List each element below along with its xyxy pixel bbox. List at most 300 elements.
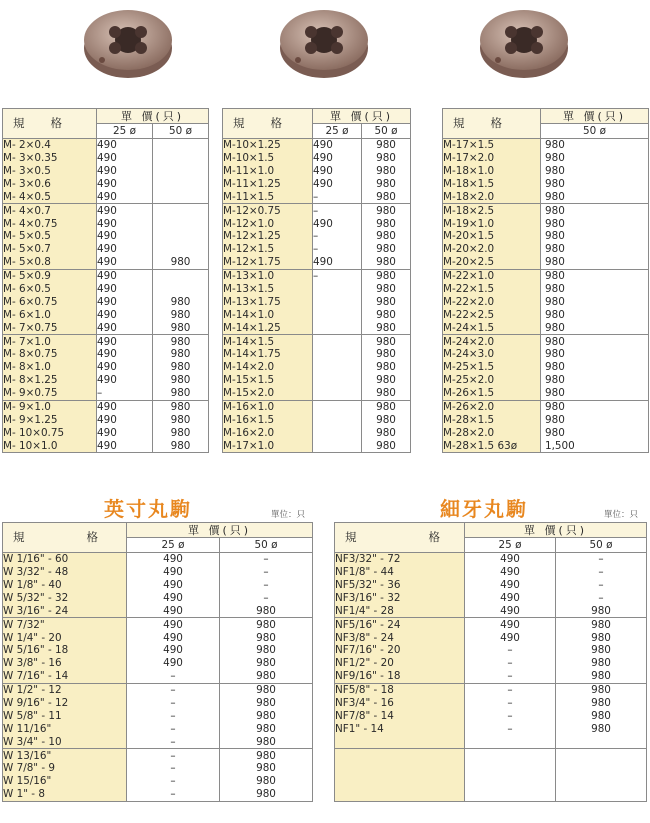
price-50-cell: 980	[220, 710, 313, 723]
table-row	[443, 335, 649, 348]
table-row	[3, 439, 209, 452]
table-row	[3, 256, 209, 269]
price-table-inch-whitworth	[2, 522, 313, 802]
table-row	[443, 217, 649, 230]
price-50-cell: 980	[556, 683, 647, 696]
size-cell: W 5/32" - 32	[3, 592, 127, 605]
table-row	[3, 427, 209, 440]
size-cell: M-22×2.5	[443, 309, 541, 322]
price-25-cell: 490	[97, 139, 153, 152]
table-row	[223, 269, 411, 282]
price-50-cell: 980	[362, 283, 411, 296]
price-50-cell: 980	[220, 735, 313, 748]
table-row	[3, 361, 209, 374]
size-cell: M-13×1.5	[223, 283, 313, 296]
table-row	[3, 387, 209, 400]
col-50-header: 50 ø	[556, 538, 647, 553]
price-50-cell: 980	[362, 243, 411, 256]
size-cell: W 3/32" - 48	[3, 566, 127, 579]
spec-header: 規 格	[3, 109, 97, 139]
price-table-metric-small	[2, 108, 209, 453]
price-50-cell: 980	[556, 657, 647, 670]
fine-dies-title: 細牙丸駒	[440, 497, 528, 521]
price-50-cell: 980	[556, 697, 647, 710]
table-row	[443, 296, 649, 309]
table-row	[335, 697, 647, 710]
size-cell: M-26×2.0	[443, 400, 541, 413]
price-25-cell: –	[313, 269, 362, 282]
price-25-cell: 490	[127, 579, 220, 592]
price-25-cell: –	[127, 670, 220, 683]
size-cell: M- 6×0.75	[3, 296, 97, 309]
price-25-cell: 490	[97, 400, 153, 413]
size-cell: NF3/32" - 72	[335, 553, 465, 566]
size-cell: M-14×2.0	[223, 361, 313, 374]
price-50-cell: 980	[362, 230, 411, 243]
size-cell: M- 5×0.9	[3, 269, 97, 282]
size-cell: NF3/4" - 16	[335, 697, 465, 710]
price-50-cell: 980	[556, 618, 647, 631]
table-row	[223, 387, 411, 400]
size-cell: M- 4×0.75	[3, 217, 97, 230]
price-25-cell: 490	[97, 256, 153, 269]
price-25-cell	[465, 775, 556, 788]
size-cell: M- 10×1.0	[3, 439, 97, 452]
table-row	[335, 735, 647, 748]
price-25-cell: 490	[97, 321, 153, 334]
price-50-cell: 980	[541, 204, 649, 217]
table-row	[335, 605, 647, 618]
table-row	[443, 387, 649, 400]
price-50-cell: 980	[362, 348, 411, 361]
table-row	[335, 566, 647, 579]
table-row	[335, 723, 647, 736]
table-row	[443, 400, 649, 413]
table-row	[223, 230, 411, 243]
col-25-header: 25 ø	[97, 124, 153, 139]
table-row	[443, 178, 649, 191]
size-cell: M- 3×0.35	[3, 152, 97, 165]
table-row	[443, 309, 649, 322]
price-50-cell: 980	[541, 191, 649, 204]
size-cell: M-14×1.75	[223, 348, 313, 361]
table-row	[3, 670, 313, 683]
table-row	[443, 374, 649, 387]
size-cell: M- 2×0.4	[3, 139, 97, 152]
price-50-cell: 980	[541, 348, 649, 361]
table-row	[3, 710, 313, 723]
size-cell: NF3/16" - 32	[335, 592, 465, 605]
price-50-cell: 980	[362, 439, 411, 452]
table-row	[223, 217, 411, 230]
price-50-cell: 980	[541, 374, 649, 387]
size-cell: NF9/16" - 18	[335, 670, 465, 683]
price-25-cell: 490	[97, 348, 153, 361]
price-50-cell: –	[556, 566, 647, 579]
size-cell: M-17×2.0	[443, 152, 541, 165]
price-50-cell	[153, 204, 209, 217]
price-50-cell: 980	[220, 697, 313, 710]
size-cell: M-11×1.25	[223, 178, 313, 191]
price-25-cell: 490	[97, 191, 153, 204]
table-row	[223, 321, 411, 334]
price-50-cell	[153, 152, 209, 165]
size-cell: M-18×1.0	[443, 165, 541, 178]
table-row	[443, 269, 649, 282]
unit-price-header: 單 價(只)	[465, 523, 647, 538]
price-50-cell: 980	[220, 644, 313, 657]
price-50-cell: 980	[362, 178, 411, 191]
price-25-cell: 490	[465, 618, 556, 631]
size-cell: M-20×2.0	[443, 243, 541, 256]
size-cell	[335, 775, 465, 788]
table-row	[335, 683, 647, 696]
price-25-cell	[313, 348, 362, 361]
price-25-cell: 490	[97, 243, 153, 256]
size-cell: W 1/8" - 40	[3, 579, 127, 592]
size-cell: W 3/16" - 24	[3, 605, 127, 618]
table-row	[223, 139, 411, 152]
table-row	[223, 243, 411, 256]
price-50-cell: 980	[220, 605, 313, 618]
round-die-image-1	[82, 4, 174, 80]
table-row	[443, 139, 649, 152]
size-cell: M- 5×0.5	[3, 230, 97, 243]
size-cell: M-24×3.0	[443, 348, 541, 361]
size-cell: M- 6×0.5	[3, 283, 97, 296]
price-25-cell: –	[97, 387, 153, 400]
price-50-cell	[153, 191, 209, 204]
size-cell: M-14×1.5	[223, 335, 313, 348]
size-cell: M-26×1.5	[443, 387, 541, 400]
price-25-cell: 490	[127, 657, 220, 670]
price-25-cell: –	[127, 788, 220, 801]
table-row	[3, 348, 209, 361]
fine-unit-label: 單位：只	[604, 510, 639, 520]
price-50-cell: 980	[541, 335, 649, 348]
size-cell: NF5/8" - 18	[335, 683, 465, 696]
size-cell: W 7/8" - 9	[3, 762, 127, 775]
table-row	[443, 439, 649, 452]
table-row	[3, 697, 313, 710]
unit-price-header: 單 價(只)	[97, 109, 209, 124]
price-25-cell: –	[127, 749, 220, 762]
price-50-cell: 980	[541, 283, 649, 296]
price-50-cell: 980	[556, 644, 647, 657]
price-50-cell: 980	[220, 723, 313, 736]
price-25-cell: –	[127, 710, 220, 723]
table-row	[223, 296, 411, 309]
table-row	[3, 152, 209, 165]
table-row	[335, 762, 647, 775]
price-50-cell: 980	[153, 348, 209, 361]
price-50-cell: 980	[362, 269, 411, 282]
price-25-cell: 490	[127, 605, 220, 618]
price-25-cell: 490	[97, 217, 153, 230]
price-50-cell: 980	[541, 256, 649, 269]
table-row	[3, 414, 209, 427]
col-50-header: 50 ø	[541, 124, 649, 139]
size-cell: M-28×2.0	[443, 427, 541, 440]
price-50-cell: 980	[541, 309, 649, 322]
price-50-cell	[153, 165, 209, 178]
price-25-cell: –	[313, 191, 362, 204]
table-row	[3, 309, 209, 322]
spec-header: 規 格	[443, 109, 541, 139]
size-cell: M- 10×0.75	[3, 427, 97, 440]
table-row	[223, 414, 411, 427]
price-50-cell: 980	[541, 296, 649, 309]
price-50-cell	[153, 243, 209, 256]
size-cell: M-18×1.5	[443, 178, 541, 191]
table-row	[3, 788, 313, 801]
price-50-cell: 1,500	[541, 439, 649, 452]
price-50-cell: 980	[153, 256, 209, 269]
table-row	[335, 631, 647, 644]
table-row	[223, 283, 411, 296]
price-25-cell: 490	[97, 439, 153, 452]
col-25-header: 25 ø	[127, 538, 220, 553]
price-25-cell: –	[127, 775, 220, 788]
price-25-cell: 490	[127, 566, 220, 579]
table-row	[3, 374, 209, 387]
price-25-cell: 490	[465, 592, 556, 605]
size-cell: NF1/4" - 28	[335, 605, 465, 618]
price-25-cell	[313, 439, 362, 452]
price-50-cell: –	[556, 579, 647, 592]
price-50-cell	[153, 283, 209, 296]
table-row	[223, 335, 411, 348]
price-50-cell: 980	[556, 710, 647, 723]
size-cell: W 1/2" - 12	[3, 683, 127, 696]
price-50-cell	[153, 217, 209, 230]
size-cell: NF1/2" - 20	[335, 657, 465, 670]
price-50-cell: 980	[153, 414, 209, 427]
size-cell: NF7/16" - 20	[335, 644, 465, 657]
price-25-cell: –	[465, 670, 556, 683]
size-cell	[335, 788, 465, 801]
price-50-cell	[556, 762, 647, 775]
price-25-cell	[313, 321, 362, 334]
price-25-cell: 490	[97, 230, 153, 243]
size-cell: W 13/16"	[3, 749, 127, 762]
price-50-cell: 980	[153, 361, 209, 374]
size-cell: M-14×1.0	[223, 309, 313, 322]
price-25-cell: 490	[97, 178, 153, 191]
price-table-metric-large	[442, 108, 649, 453]
size-cell: M-11×1.0	[223, 165, 313, 178]
size-cell	[335, 735, 465, 748]
spec-header: 規 格	[3, 523, 127, 553]
price-25-cell: –	[465, 644, 556, 657]
price-25-cell: 490	[127, 553, 220, 566]
price-50-cell: 980	[541, 414, 649, 427]
price-50-cell: 980	[362, 139, 411, 152]
table-row	[335, 670, 647, 683]
price-25-cell: 490	[127, 631, 220, 644]
size-cell: M- 9×1.25	[3, 414, 97, 427]
price-50-cell: 980	[153, 439, 209, 452]
price-25-cell: –	[127, 697, 220, 710]
size-cell: M-25×1.5	[443, 361, 541, 374]
size-cell: M-12×0.75	[223, 204, 313, 217]
size-cell	[335, 762, 465, 775]
price-25-cell: 490	[465, 579, 556, 592]
size-cell: M-12×1.0	[223, 217, 313, 230]
price-50-cell: 980	[220, 775, 313, 788]
table-row	[443, 204, 649, 217]
price-25-cell	[313, 335, 362, 348]
price-25-cell: –	[127, 735, 220, 748]
price-25-cell: 490	[313, 217, 362, 230]
price-50-cell	[153, 230, 209, 243]
price-50-cell: 980	[220, 618, 313, 631]
size-cell: M-22×2.0	[443, 296, 541, 309]
table-row	[3, 605, 313, 618]
price-50-cell: 980	[153, 335, 209, 348]
price-25-cell: 490	[127, 592, 220, 605]
price-50-cell: 980	[362, 374, 411, 387]
price-50-cell	[556, 735, 647, 748]
price-50-cell: 980	[220, 762, 313, 775]
table-row	[335, 592, 647, 605]
table-row	[335, 710, 647, 723]
price-50-cell: –	[556, 592, 647, 605]
price-50-cell: 980	[153, 321, 209, 334]
table-row	[3, 579, 313, 592]
size-cell: M-16×1.5	[223, 414, 313, 427]
size-cell: M-20×2.5	[443, 256, 541, 269]
table-row	[335, 579, 647, 592]
price-50-cell: 980	[362, 427, 411, 440]
size-cell: M- 5×0.8	[3, 256, 97, 269]
price-25-cell: 490	[97, 374, 153, 387]
price-50-cell: –	[556, 553, 647, 566]
price-25-cell: 490	[465, 566, 556, 579]
price-25-cell	[313, 374, 362, 387]
price-25-cell: –	[127, 683, 220, 696]
table-row	[3, 657, 313, 670]
price-25-cell: 490	[97, 165, 153, 178]
table-row	[335, 644, 647, 657]
size-cell	[335, 749, 465, 762]
size-cell: M-13×1.75	[223, 296, 313, 309]
table-row	[223, 152, 411, 165]
unit-price-header: 單 價(只)	[541, 109, 649, 124]
size-cell: W 3/8" - 16	[3, 657, 127, 670]
price-50-cell: 980	[153, 374, 209, 387]
price-50-cell: 980	[541, 361, 649, 374]
table-row	[3, 592, 313, 605]
price-table-fine-thread	[334, 522, 647, 802]
table-row	[3, 178, 209, 191]
size-cell: W 3/4" - 10	[3, 735, 127, 748]
price-50-cell: 980	[541, 427, 649, 440]
table-row	[443, 427, 649, 440]
table-row	[3, 217, 209, 230]
price-50-cell	[153, 139, 209, 152]
table-row	[3, 553, 313, 566]
price-50-cell: 980	[362, 321, 411, 334]
table-row	[3, 296, 209, 309]
price-25-cell	[313, 309, 362, 322]
table-row	[3, 191, 209, 204]
spec-header: 規 格	[335, 523, 465, 553]
price-50-cell: 980	[362, 387, 411, 400]
size-cell: M-11×1.5	[223, 191, 313, 204]
price-50-cell: 980	[541, 217, 649, 230]
size-cell: W 5/16" - 18	[3, 644, 127, 657]
size-cell: M- 3×0.5	[3, 165, 97, 178]
table-row	[335, 788, 647, 801]
price-25-cell: 490	[465, 631, 556, 644]
size-cell: M- 9×0.75	[3, 387, 97, 400]
price-25-cell: 490	[97, 414, 153, 427]
price-25-cell: –	[313, 243, 362, 256]
size-cell: W 5/8" - 11	[3, 710, 127, 723]
price-25-cell: –	[313, 204, 362, 217]
table-row	[335, 618, 647, 631]
size-cell: M-25×2.0	[443, 374, 541, 387]
table-row	[443, 283, 649, 296]
price-25-cell: 490	[97, 296, 153, 309]
price-50-cell: –	[220, 579, 313, 592]
price-25-cell: 490	[97, 283, 153, 296]
price-50-cell: –	[220, 592, 313, 605]
price-25-cell: –	[465, 697, 556, 710]
price-25-cell: 490	[313, 178, 362, 191]
price-50-cell: 980	[541, 243, 649, 256]
price-25-cell: 490	[97, 335, 153, 348]
price-50-cell: 980	[220, 657, 313, 670]
table-row	[3, 139, 209, 152]
unit-price-header: 單 價(只)	[127, 523, 313, 538]
table-row	[443, 256, 649, 269]
size-cell: NF7/8" - 14	[335, 710, 465, 723]
price-50-cell: 980	[362, 204, 411, 217]
price-25-cell: 490	[127, 644, 220, 657]
size-cell: M-17×1.5	[443, 139, 541, 152]
size-cell: W 9/16" - 12	[3, 697, 127, 710]
inch-dies-title: 英寸丸駒	[104, 497, 192, 521]
size-cell: M- 8×0.75	[3, 348, 97, 361]
size-cell: M-18×2.5	[443, 204, 541, 217]
price-25-cell: –	[313, 230, 362, 243]
price-25-cell	[465, 749, 556, 762]
price-25-cell	[465, 762, 556, 775]
price-50-cell: 980	[541, 178, 649, 191]
price-25-cell	[465, 788, 556, 801]
price-50-cell: 980	[220, 683, 313, 696]
size-cell: M-16×2.0	[223, 427, 313, 440]
size-cell: NF3/8" - 24	[335, 631, 465, 644]
price-50-cell: 980	[362, 256, 411, 269]
price-25-cell	[313, 387, 362, 400]
price-25-cell: 490	[313, 165, 362, 178]
size-cell: M-24×2.0	[443, 335, 541, 348]
table-row	[335, 553, 647, 566]
table-row	[3, 204, 209, 217]
price-50-cell: 980	[541, 400, 649, 413]
table-row	[223, 256, 411, 269]
col-25-header: 25 ø	[465, 538, 556, 553]
size-cell: M- 8×1.0	[3, 361, 97, 374]
table-row	[3, 775, 313, 788]
table-row	[223, 204, 411, 217]
price-25-cell: –	[465, 710, 556, 723]
size-cell: M- 4×0.5	[3, 191, 97, 204]
size-cell: M-22×1.5	[443, 283, 541, 296]
